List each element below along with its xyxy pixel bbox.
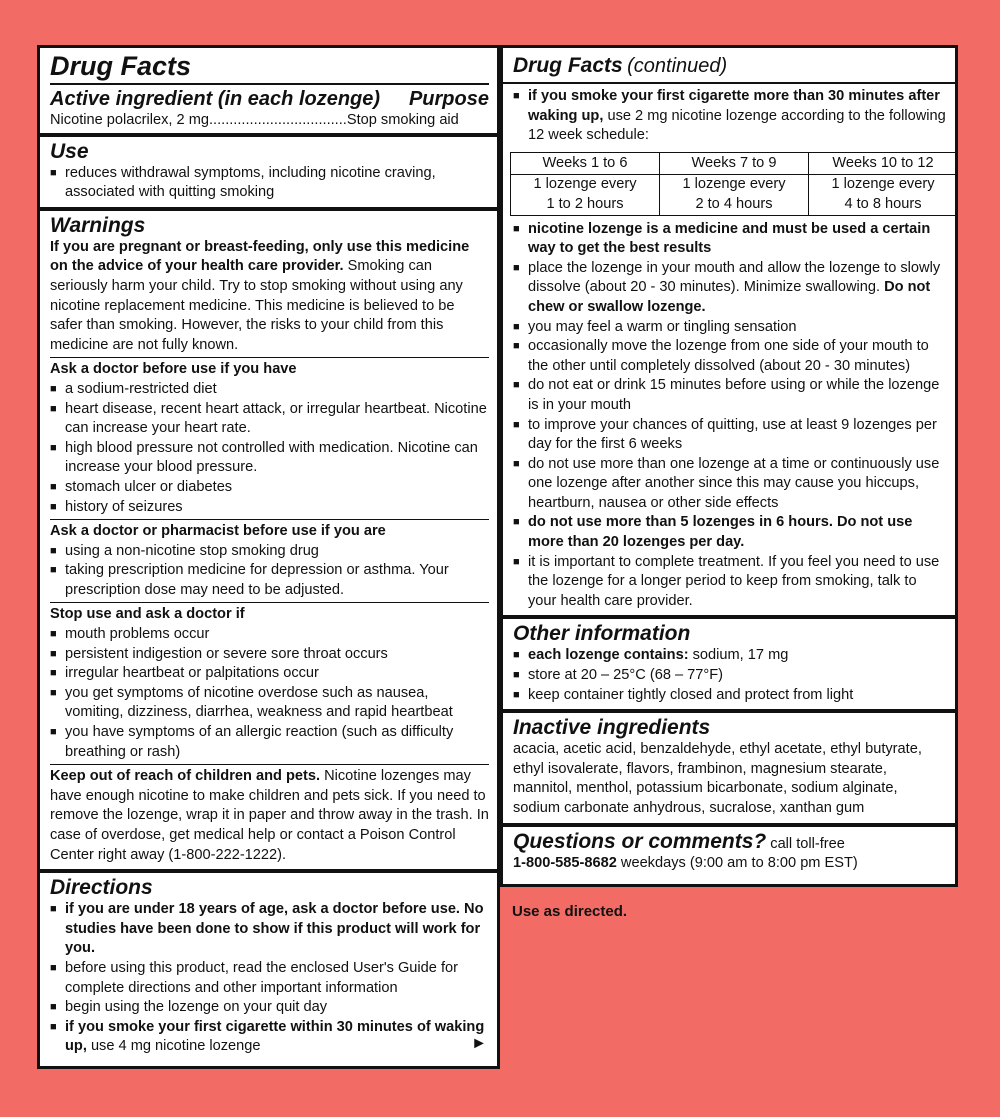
list-item: ■ if you are under 18 years of age, ask a doctor before use. No studies have been done to show if this product will work for you. — [50, 900, 489, 959]
page-title: Drug Facts — [50, 51, 192, 81]
list-item: ■ before using this product, read the enclosed User's Guide for complete directions and other important information — [50, 959, 489, 998]
questions-hours: weekdays (9:00 am to 8:00 pm EST) — [616, 855, 858, 872]
other-information-section — [503, 619, 955, 713]
inactive-ingredients-heading: Inactive ingredients — [513, 716, 711, 740]
ingredient-name: Nicotine polacrilex, 2 mg — [50, 112, 209, 128]
list-item: ■ store at 20 – 25°C (68 – 77°F) — [513, 666, 947, 686]
list-item: ■ using a non-nicotine stop smoking drug — [50, 542, 489, 562]
questions-line — [513, 830, 947, 855]
use-heading: Use — [50, 139, 89, 163]
keep-out-of-reach — [50, 764, 489, 865]
pregnancy-warning-bold: If you are pregnant or breast-feeding, only use this medicine on the advice of your health care provider. — [50, 238, 470, 275]
ingredient-dots: .................................. — [208, 112, 347, 128]
warnings-heading: Warnings — [50, 213, 146, 237]
directions-heading: Directions — [50, 876, 153, 900]
directions-section — [40, 873, 497, 1061]
list-item: ■ taking prescription medicine for depression or asthma. Your prescription dose may need to be adjusted. — [50, 561, 489, 600]
list-item: ■ to improve your chances of quitting, use at least 9 lozenges per day for the first 6 weeks — [513, 416, 947, 455]
keep-out-of-reach-bold: Keep out of reach of children and pets. — [50, 768, 321, 785]
stop-use-block — [50, 602, 489, 762]
list-item: ■ history of seizures — [50, 498, 489, 518]
ask-doctor-heading: Ask a doctor before use if you have — [50, 361, 297, 378]
title-section — [40, 48, 497, 137]
list-item: ■ keep container tightly closed and protect from light — [513, 686, 947, 706]
stop-use-heading: Stop use and ask a doctor if — [50, 606, 245, 623]
list-item — [513, 87, 947, 146]
ingredient-purpose: Stop smoking aid — [346, 112, 459, 128]
other-information-heading: Other information — [513, 622, 691, 646]
phone-number: 1-800-585-8682 — [513, 855, 617, 872]
list-item: ■ you have symptoms of an allergic reaction (such as difficulty breathing or rash) — [50, 723, 489, 762]
ask-pharmacist-block — [50, 519, 489, 600]
list-item: ■ do not use more than one lozenge at a time or continuously use one lozenge after another since this may cause you hiccups, heartburn, nausea or other side effects — [513, 455, 947, 514]
purpose-heading: Purpose — [408, 88, 489, 110]
table-header-cell: Weeks 10 to 12 — [809, 152, 958, 175]
list-item: ■ do not use more than 5 lozenges in 6 hours. Do not use more than 20 lozenges per day. — [513, 513, 947, 552]
table-cell: 1 lozenge every 2 to 4 hours — [660, 175, 809, 215]
list-item: ■ you may feel a warm or tingling sensation — [513, 318, 947, 338]
warnings-section — [40, 211, 497, 873]
use-section — [40, 137, 497, 211]
ask-doctor-block — [50, 357, 489, 517]
list-item: ■ irregular heartbeat or palpitations occur — [50, 664, 489, 684]
list-item: ■ stomach ulcer or diabetes — [50, 478, 489, 498]
dc-item3-text: place the lozenge in your mouth and allow the lozenge to slowly dissolve (about 20 - 30 minutes). Minimize swallowing. — [528, 259, 941, 296]
continued-title — [503, 48, 955, 84]
list-item: ■ it is important to complete treatment. If you feel you need to use the lozenge for a longer period to keep from smoking, talk to your health care provider. — [513, 553, 947, 612]
use-as-directed-note: Use as directed. — [512, 903, 628, 920]
table-row — [511, 152, 958, 175]
directions-item4-bold: if you smoke your first cigarette within 30 minutes of waking up, — [65, 1018, 485, 1055]
dosing-schedule-table — [510, 152, 958, 216]
list-item — [50, 1018, 489, 1057]
ask-pharmacist-heading: Ask a doctor or pharmacist before use if you are — [50, 523, 386, 540]
list-item: ■ mouth problems occur — [50, 625, 489, 645]
active-ingredient-heading: Active ingredient (in each lozenge) — [50, 88, 381, 110]
questions-phone-line — [513, 854, 947, 874]
pregnancy-warning-text: Smoking can seriously harm your child. Try to stop smoking without using any nicotine replacement medicine. This medicine is believed to be safer than smoking. However, the risks to your child from this medicine are not fully known. — [50, 258, 463, 353]
continued-label: (continued) — [627, 55, 728, 77]
pregnancy-warning — [50, 238, 489, 356]
list-item: ■ high blood pressure not controlled with medication. Nicotine can increase your blood pressure. — [50, 439, 489, 478]
continue-arrow-icon: ► — [471, 1034, 487, 1052]
questions-section — [503, 827, 955, 878]
drug-facts-right-column — [500, 45, 958, 887]
table-cell: 1 lozenge every 4 to 8 hours — [809, 175, 958, 215]
continued-title-text: Drug Facts — [513, 54, 623, 77]
list-item: ■ nicotine lozenge is a medicine and must be used a certain way to get the best results — [513, 220, 947, 259]
table-row — [511, 175, 958, 215]
other-item1-bold: each lozenge contains: — [528, 647, 689, 664]
active-ingredient-block — [50, 83, 489, 131]
dc-item3-bold: Do not chew or swallow lozenge. — [528, 279, 931, 315]
questions-text1: call toll-free — [766, 835, 845, 852]
table-header-cell: Weeks 1 to 6 — [511, 152, 660, 175]
inactive-ingredients-section — [503, 713, 955, 826]
drug-facts-left-column — [37, 45, 500, 1069]
list-item — [513, 646, 947, 666]
directions-item4-text: use 4 mg nicotine lozenge — [86, 1038, 261, 1055]
list-item — [513, 259, 947, 318]
directions-continued-section — [503, 84, 955, 619]
active-ingredient-row — [50, 111, 489, 131]
dc-item1-bold: if you smoke your first cigarette more than 30 minutes after waking up, — [528, 88, 940, 124]
other-item1-text: sodium, 17 mg — [688, 647, 789, 664]
list-item: ■ persistent indigestion or severe sore throat occurs — [50, 645, 489, 665]
list-item: ■ a sodium-restricted diet — [50, 380, 489, 400]
list-item: ■ heart disease, recent heart attack, or irregular heartbeat. Nicotine can increase your heart rate. — [50, 400, 489, 439]
table-cell: 1 lozenge every 1 to 2 hours — [511, 175, 660, 215]
list-item: ■ begin using the lozenge on your quit day — [50, 998, 489, 1018]
dc-item1-text: use 2 mg nicotine lozenge according to the following 12 week schedule: — [528, 107, 946, 144]
keep-out-of-reach-text: Nicotine lozenges may have enough nicotine to make children and pets sick. If you need to remove the lozenge, wrap it in paper and throw away in the trash. In case of overdose, get medical help or contact a Poison Control Center right away (1-800-222-1222). — [50, 768, 489, 863]
table-header-cell: Weeks 7 to 9 — [660, 152, 809, 175]
list-item: ■ reduces withdrawal symptoms, including nicotine craving, associated with quitting smoking — [50, 164, 489, 203]
list-item: ■ you get symptoms of nicotine overdose such as nausea, vomiting, dizziness, diarrhea, weakness and rapid heartbeat — [50, 684, 489, 723]
list-item: ■ occasionally move the lozenge from one side of your mouth to the other until completely dissolved (about 20 - 30 minutes) — [513, 337, 947, 376]
questions-heading: Questions or comments? — [513, 829, 767, 853]
list-item: ■ do not eat or drink 15 minutes before using or while the lozenge is in your mouth — [513, 376, 947, 415]
inactive-ingredients-text: acacia, acetic acid, benzaldehyde, ethyl acetate, ethyl butyrate, ethyl isovalerate, flavors, frambinon, magnesium stearate, mannitol, menthol, potassium bicarbonate, sodium alginate, sodium carbonate anhydrous, sucralose, xanthan gum — [513, 741, 922, 816]
